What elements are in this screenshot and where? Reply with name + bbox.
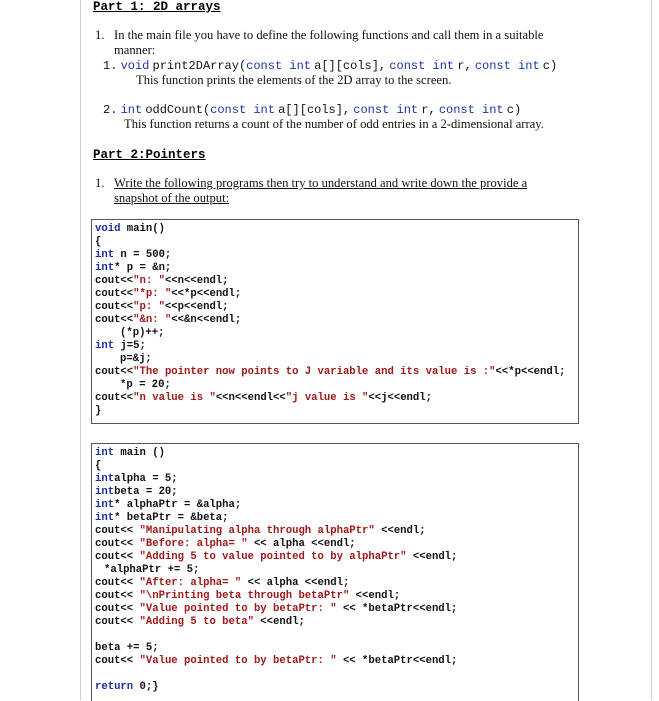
code-block-2 [91,443,579,701]
part2-heading: Part 2:Pointers [93,148,206,162]
part2-item1-text-line1: Write the following programs then try to understand and write down the provide a [114,176,528,190]
document-page [80,0,652,700]
code2-line: cout<< "\nPrinting beta through betaPtr" <<endl; [95,590,401,602]
function1-param2: r, [457,59,472,73]
function2-param1: a[][cols], [278,103,351,117]
code2-line: int main () [95,447,165,459]
code1-line: (*p)++; [120,327,165,339]
code1-line: } [95,405,102,417]
part1-item1-number: 1. [95,28,105,42]
function2-param3-type: const int [438,103,504,117]
code1-line: { [95,236,102,248]
code1-line: cout<<"The pointer now points to J variable and its value is :"<<*p<<endl; [95,366,566,378]
code2-line: beta += 5; [95,642,159,654]
function1-signature [103,58,557,74]
code2-line: cout<< "Value pointed to by betaPtr: " << *betaPtr<<endl; [95,655,458,667]
code2-line: { [95,460,102,472]
code1-line: cout<<"p: "<<p<<endl; [95,301,229,313]
function2-return-type: int [120,103,143,117]
code1-line: cout<<"n: "<<n<<endl; [95,275,229,287]
code1-line: int n = 500; [95,249,172,261]
code1-line: cout<<"*p: "<<*p<<endl; [95,288,242,300]
code1-line: p=&j; [120,353,152,365]
part1-item1-text-line1: In the main file you have to define the following functions and call them in a suitable [114,28,544,42]
function1-param3: c) [542,59,558,73]
code2-line: cout<< "Adding 5 to beta" <<endl; [95,616,305,628]
code2-line: *alphaPtr += 5; [104,564,200,576]
code2-line: cout<< "Manipulating alpha through alphaPtr" <<endl; [95,525,426,537]
function1-param1-type: const int [246,59,311,73]
function2-signature [103,102,521,118]
code2-line: return 0;} [95,681,159,693]
function1-param3-type: const int [474,59,540,73]
code2-line: cout<< "After: alpha= " << alpha <<endl; [95,577,350,589]
code2-line: intalpha = 5; [95,473,178,485]
part2-item1-number: 1. [95,176,105,190]
code1-line: int* p = &n; [95,262,172,274]
code2-line: cout<< "Value pointed to by betaPtr: " << *betaPtr<<endl; [95,603,458,615]
function2-param1-type: const int [210,103,275,117]
function1-param2-type: const int [389,59,455,73]
part2-item1-text-line2: snapshot of the output: [114,191,230,205]
function2-param2-type: const int [353,103,419,117]
function1-number: 1. [103,59,118,73]
function2-number: 2. [103,103,118,117]
function2-name: oddCount( [145,103,211,117]
code1-line: int j=5; [95,340,146,352]
code2-line: int* alphaPtr = &alpha; [95,499,242,511]
function1-return-type: void [120,59,150,73]
function1-name: print2DArray( [152,59,247,73]
part1-item1-text-line2: manner: [114,43,156,57]
function2-param2: r, [421,103,436,117]
function1-param1: a[][cols], [314,59,387,73]
code2-line: intbeta = 20; [95,486,178,498]
code2-line: cout<< "Before: alpha= " << alpha <<endl; [95,538,356,550]
code2-line: cout<< "Adding 5 to value pointed to by alphaPtr" <<endl; [95,551,458,563]
code2-line: int* betaPtr = &beta; [95,512,229,524]
code1-line: *p = 20; [120,379,171,391]
function1-description: This function prints the elements of the 2D array to the screen. [136,73,452,87]
code1-line: cout<<"&n: "<<&n<<endl; [95,314,242,326]
code1-line: cout<<"n value is "<<n<<endl<<"j value is "<<j<<endl; [95,392,432,404]
code-block-1 [91,219,579,424]
part1-heading: Part 1: 2D arrays [93,0,221,14]
function2-param3: c) [506,103,522,117]
function2-description: This function returns a count of the number of odd entries in a 2-dimensional array. [124,117,544,131]
code1-line: void main() [95,223,165,235]
